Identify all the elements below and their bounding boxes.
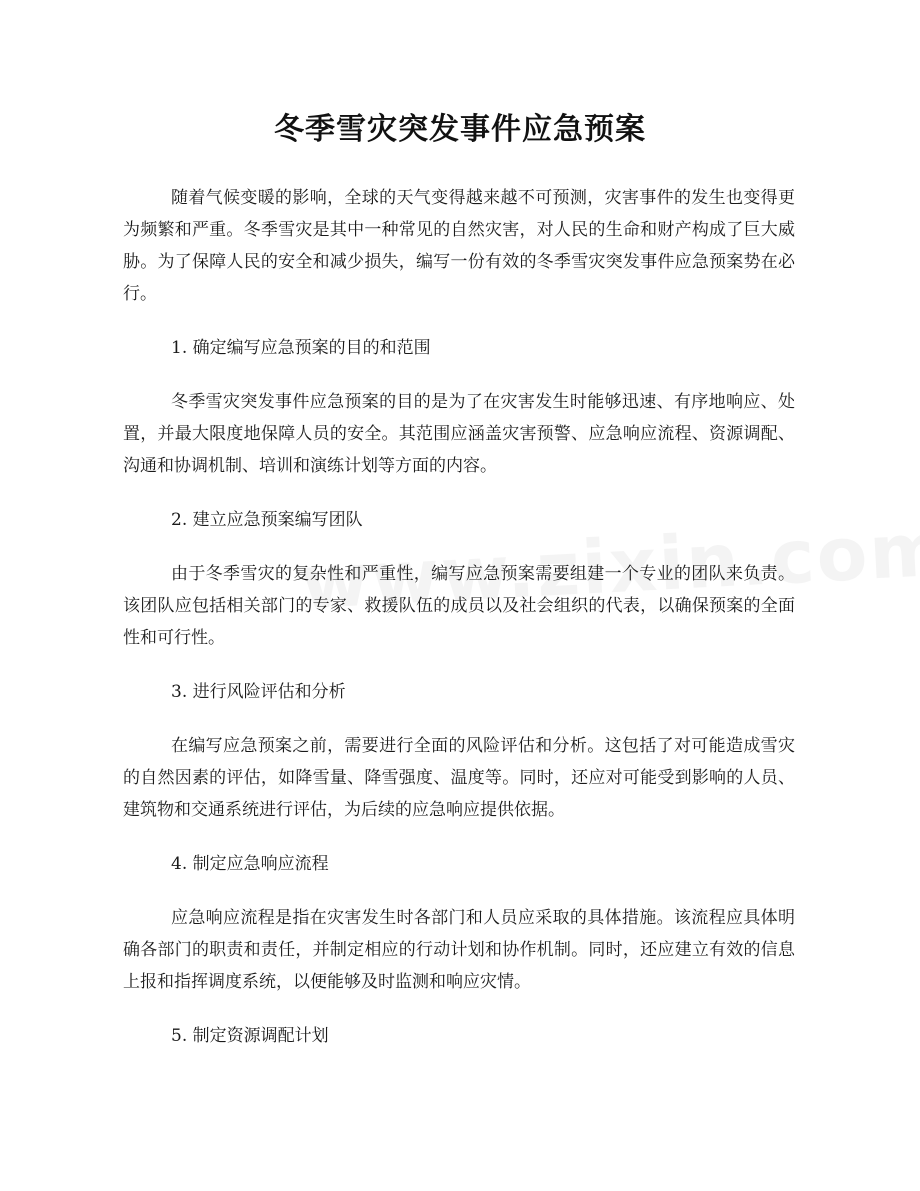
section-2-heading: 2. 建立应急预案编写团队 — [171, 510, 363, 530]
section-3-body: 在编写应急预案之前，需要进行全面的风险评估和分析。这包括了对可能造成雪灾的自然因素的评估，如降雪量、降雪强度、温度等。同时，还应对可能受到影响的人员、建筑物和交通系统进行评估，为后续的应急响应提供依据。 — [123, 736, 795, 820]
section-4-body: 应急响应流程是指在灾害发生时各部门和人员应采取的具体措施。该流程应具体明确各部门的职责和责任，并制定相应的行动计划和协作机制。同时，还应建立有效的信息上报和指挥调度系统，以便能够及时监测和响应灾情。 — [123, 908, 795, 992]
intro-paragraph: 随着气候变暖的影响，全球的天气变得越来越不可预测，灾害事件的发生也变得更为频繁和严重。冬季雪灾是其中一种常见的自然灾害，对人民的生命和财产构成了巨大威胁。为了保障人民的安全和减少损失，编写一份有效的冬季雪灾突发事件应急预案势在必行。 — [123, 188, 795, 304]
section-5-heading: 5. 制定资源调配计划 — [171, 1026, 329, 1046]
document-body — [123, 182, 795, 1074]
page-title: 冬季雪灾突发事件应急预案 — [274, 112, 646, 147]
section-3-heading: 3. 进行风险评估和分析 — [171, 682, 346, 702]
section-1-body: 冬季雪灾突发事件应急预案的目的是为了在灾害发生时能够迅速、有序地响应、处置，并最大限度地保障人员的安全。其范围应涵盖灾害预警、应急响应流程、资源调配、沟通和协调机制、培训和演练计划等方面的内容。 — [123, 392, 795, 476]
section-1-heading: 1. 确定编写应急预案的目的和范围 — [171, 338, 431, 358]
section-2-body: 由于冬季雪灾的复杂性和严重性，编写应急预案需要组建一个专业的团队来负责。该团队应包括相关部门的专家、救援队伍的成员以及社会组织的代表，以确保预案的全面性和可行性。 — [123, 564, 795, 648]
section-4-heading: 4. 制定应急响应流程 — [171, 854, 329, 874]
